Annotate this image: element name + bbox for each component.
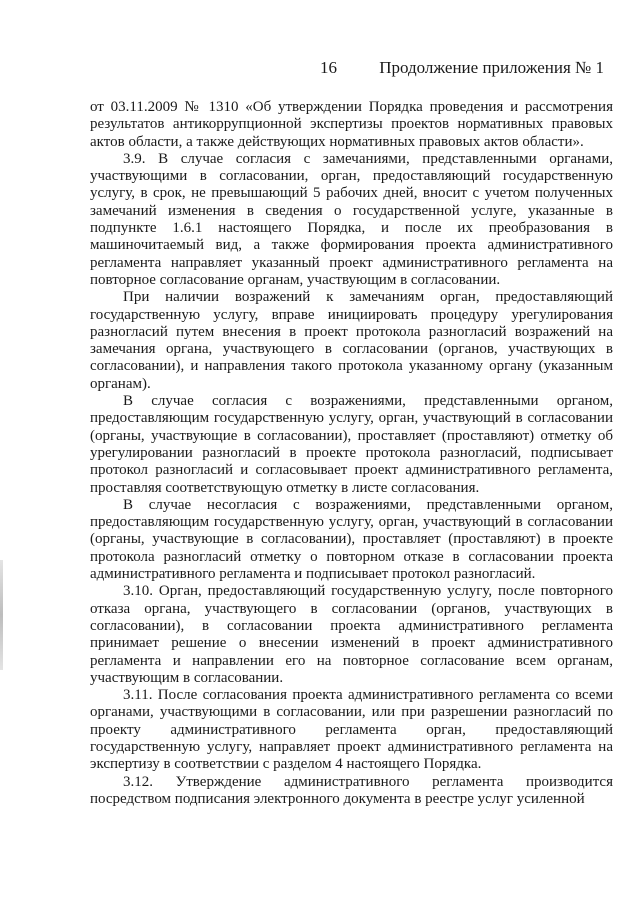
paragraph-3-10: 3.10. Орган, предоставляющий государственную услугу, после повторного отказа органа, участвующего в согласовании (органов, участвующих в согласовании), в согласовании проекта административного регламента принимает решение о внесении изменений в проект административного регламента и направлении его на повторное согласование всем органам, участвующим в согласовании. bbox=[90, 583, 613, 686]
paragraph-3-12: 3.12. Утверждение административного регламента производится посредством подписания электронного документа в реестре услуг усиленной bbox=[90, 773, 613, 807]
paragraph-agreement-with-objections: В случае согласия с возражениями, представленными органом, предоставляющим государственную услугу, орган, участвующий в согласовании (органы, участвующие в согласовании), проставляет (проставляют) отметку об урегулировании разногласий в проекте протокола разногласий, подписывает протокол разногласий и согласовывает проект административного регламента, проставляя соответствующую отметку в листе согласования. bbox=[90, 393, 613, 496]
scan-edge-mark bbox=[0, 560, 3, 670]
document-body bbox=[90, 99, 613, 808]
paragraph-objections: При наличии возражений к замечаниям орган, предоставляющий государственную услугу, вправе инициировать процедуру урегулирования разногласий путем внесения в проект протокола разногласий возражений на замечания органа, участвующего в согласовании (органов, участвующих в согласовании), и направления такого протокола указанному органу (указанным органам). bbox=[90, 289, 613, 392]
paragraph-3-9: 3.9. В случае согласия с замечаниями, представленными органами, участвующими в согласовании, орган, предоставляющий государственную услугу, в срок, не превышающий 5 рабочих дней, вносит с учетом полученных замечаний изменения в сведения о государственной услуге, указанные в подпункте 1.6.1 настоящего Порядка, и после их преобразования в машиночитаемый вид, а также формирования проекта административного регламента направляет указанный проект административного регламента на повторное согласование органам, участвующим в согласовании. bbox=[90, 150, 613, 288]
page-number: 16 bbox=[320, 58, 337, 77]
paragraph-disagreement-with-objections: В случае несогласия с возражениями, представленными органом, предоставляющим государственную услугу, орган, участвующий в согласовании (органы, участвующие в согласовании), проставляет (проставляют) в проекте протокола разногласий отметку о повторном отказе в согласовании проекта административного регламента и подписывает протокол разногласий. bbox=[90, 496, 613, 583]
appendix-continuation-header: Продолжение приложения № 1 bbox=[379, 58, 604, 77]
paragraph-3-11: 3.11. После согласования проекта административного регламента со всеми органами, участвующими в согласовании, или при разрешении разногласий по проекту административного регламента орган, предоставляющий государственную услугу, направляет проект административного регламента на экспертизу в соответствии с разделом 4 настоящего Порядка. bbox=[90, 687, 613, 773]
paragraph-continuation: от 03.11.2009 № 1310 «Об утверждении Порядка проведения и рассмотрения результатов антикоррупционной экспертизы проектов нормативных правовых актов области, а также действующих нормативных правовых актов области». bbox=[90, 99, 613, 150]
